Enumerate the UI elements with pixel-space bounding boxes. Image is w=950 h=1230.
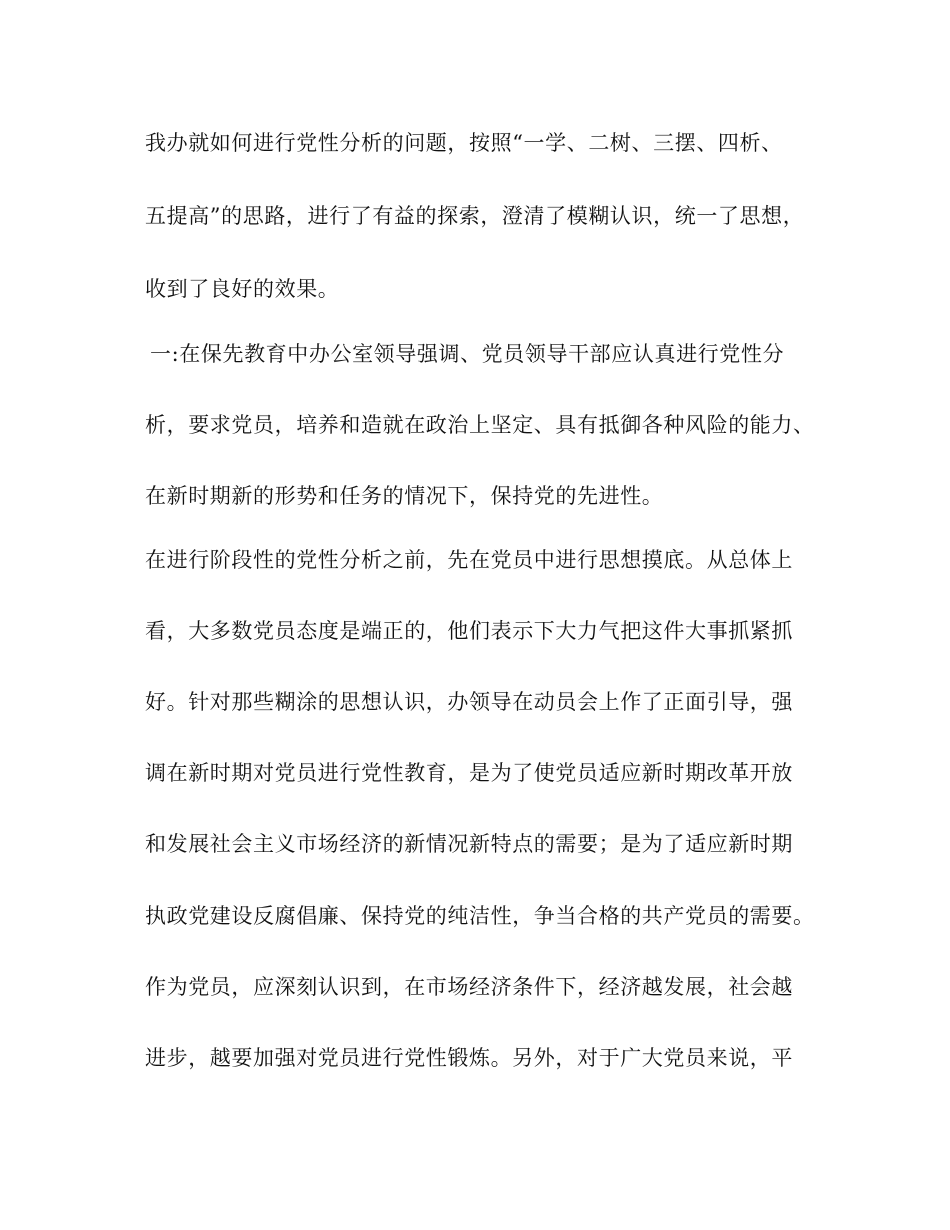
text-line: 作为党员，应深刻认识到，在市场经济条件下，经济越发展，社会越 xyxy=(145,975,793,999)
text-line: 五提高”的思路，进行了有益的探索，澄清了模糊认识，统一了思想， xyxy=(145,204,805,228)
text-line: 在进行阶段性的党性分析之前，先在党员中进行思想摸底。从总体上 xyxy=(145,548,793,572)
text-line: 我办就如何进行党性分析的问题，按照“一学、二树、三摆、四析、 xyxy=(145,131,783,155)
text-line: 和发展社会主义市场经济的新情况新特点的需要；是为了适应新时期 xyxy=(145,832,793,856)
text-line: 调在新时期对党员进行党性教育，是为了使党员适应新时期改革开放 xyxy=(145,761,793,785)
text-line: 一:在保先教育中办公室领导强调、党员领导干部应认真进行党性分 xyxy=(150,342,785,366)
text-line: 执政党建设反腐倡廉、保持党的纯洁性，争当合格的共产党员的需要。 xyxy=(145,904,815,928)
text-line: 看，大多数党员态度是端正的，他们表示下大力气把这件大事抓紧抓 xyxy=(145,619,793,643)
text-line: 好。针对那些糊涂的思想认识，办领导在动员会上作了正面引导，强 xyxy=(145,690,793,714)
text-line: 在新时期新的形势和任务的情况下，保持党的先进性。 xyxy=(145,484,664,508)
text-line: 进步，越要加强对党员进行党性锻炼。另外，对于广大党员来说，平 xyxy=(145,1046,793,1070)
text-line: 析，要求党员，培养和造就在政治上坚定、具有抵御各种风险的能力、 xyxy=(145,413,815,437)
text-line: 收到了良好的效果。 xyxy=(145,277,340,301)
